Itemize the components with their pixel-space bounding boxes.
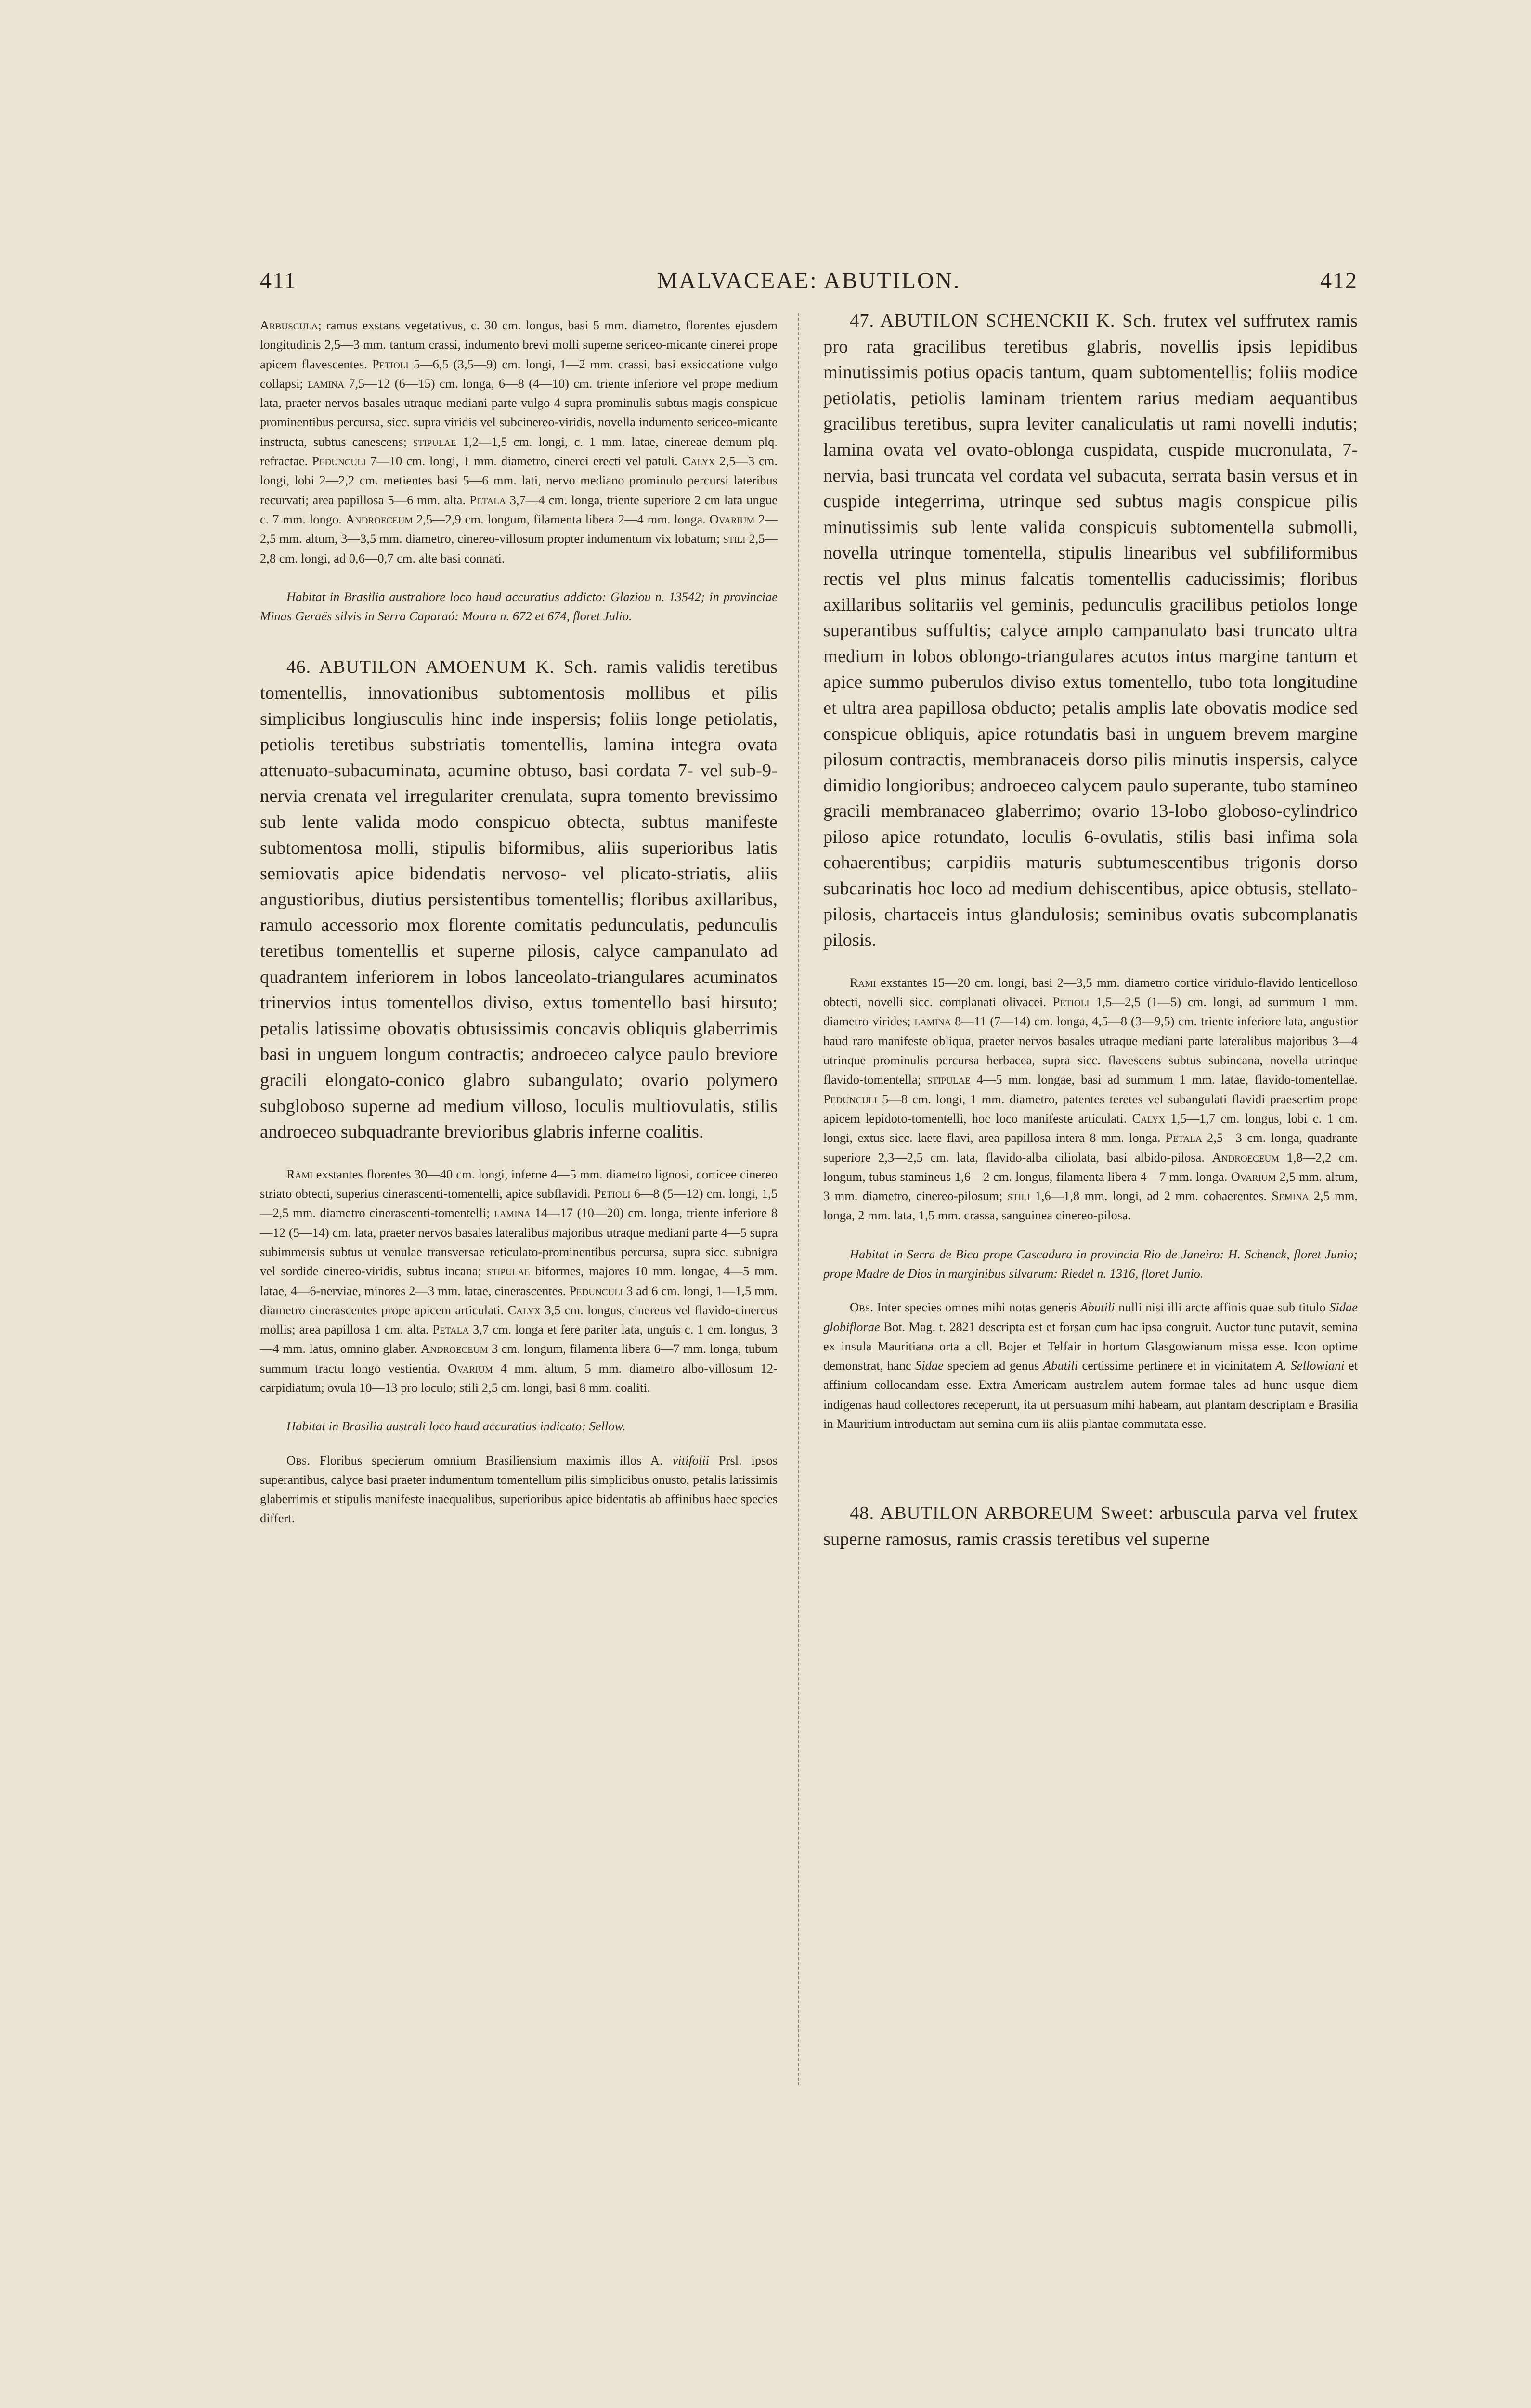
right-column xyxy=(823,308,1358,1553)
sp47-desc-term: Ovarium xyxy=(1231,1169,1276,1184)
sp47-diagnosis-text: frutex vel suffrutex ramis pro rata gracilibus teretibus glabris, novellis ipsis lepidibus minutissimis potius opacis tantum, quam subtomentellis; foliis modice petiolatis, petiolis laminam trientem rarius mediam aequantibus gracilibus teretibus, supra leviter canaliculatis ut rami novelli indutis; lamina ovata vel ovato-oblonga cuspidata, cuspide mucronulata, 7-nervia, basi truncata vel cordata vel subacuta, serrata basin versus et in cuspide integerrima, utrinque sed subtus magis conspicue pilis minutissimis sub lente valida conspicuis subtomentella submolli, novella utrinque tomentella, stipulis linearibus vel subfiliformibus rectis vel plus minus falcatis tomentellis caducissimis; floribus axillaribus solitariis vel geminis, pedunculis gracilibus petiolos longe superantibus suffultis; calyce amplo campanulato basi truncato ultra medium in lobos oblongo-triangulares acutos intus margine tantum et apice summo puberulos diviso extus tomentello, tubo tota longitudine et ultra area papillosa obducto; petalis amplis late obovatis modice sed conspicue obliquis, apice rotundatis basi in unguem brevem margine pilosum contractis, membranaceis dorso pilis minutis inspersis, calyce dimidio longioribus; androeceo calycem paulo superante, tubo stamineo gracili membranaceo glaberrimo; ovario 13-lobo globoso-cylindrico piloso apice rotundato, loculis 6-ovulatis, stilis basi infima sola cohaerentibus; carpidiis maturis subtumescentibus trigonis dorso subcarinatis hoc loco ad medium dehiscentibus, apice obtusis, stellato-pilosis, chartaceis intus glandulosis; seminibus ovatis subcomplanatis pilosis. xyxy=(823,311,1358,951)
sp47-obs-text: Bot. Mag. t. 2821 descripta est et forsan cum hac ipsa congruit. Auctor tunc putavit, semina ex insula Mauritiana orta a cll. Bojer et Telfair in hortum Glasgowianum missa esse. Icon optime demonstrat, hanc xyxy=(823,1319,1358,1373)
sp47-obs-term: Obs. xyxy=(850,1300,874,1315)
sp46-heading: 46. ABUTILON AMOENUM K. Sch. xyxy=(286,657,598,678)
sp47-desc-term: Androeceum xyxy=(1212,1150,1280,1165)
sp45-desc-term: Ovarium xyxy=(709,511,755,526)
sp47-heading: 47. ABUTILON SCHENCKII K. Sch. xyxy=(850,311,1157,331)
sp45-desc-text: 5—6,5 (3,5—9) cm. longi, 1—2 mm. crassi, basi exsiccatione vulgo collapsi; xyxy=(260,356,778,391)
sp47-obs-text: nulli nisi illi arcte affinis quae sub titulo xyxy=(1115,1300,1330,1315)
sp45-desc-text: 2,5—2,8 cm. longi, ad 0,6—0,7 cm. alte basi connati. xyxy=(260,531,778,565)
sp46-diagnosis-text: ramis validis teretibus tomentellis, innovationibus subtomentosis mollibus et pilis simplicibus longiusculis hinc inde inspersis; foliis longe petiolatis, petiolis teretibus substriatis tomentellis, lamina integra ovata attenuato-subacuminata, acumine obtuso, basi cordata 7- vel sub-9-nervia crenata vel irregulariter crenulata, supra tomento brevissimo sub lente valida modo conspicuo obtecta, subtus manifeste subtomentosa molli, stipulis biformibus, aliis superioribus latis semiovatis apice bidendatis nervoso- vel plicato-striatis, aliis angustioribus, diutius persistentibus tomentellis; floribus axillaribus, ramulo accessorio mox florente comitatis pedunculatis, pedunculis teretibus tomentellis et superne pilosis, calyce campanulato ad quadrantem inferiorem in lobos lanceolato-triangulares acuminatos trinervios intus tomentellos diviso, extus tomentello basi hirsuto; petalis latissime obovatis obtusissimis concavis obliquis glaberrimis basi in unguem longum contractis; androeceo calyce paulo breviore gracili elongato-conico glabro subangulato; ovario polymero subgloboso superne ad medium villoso, loculis multiovulatis, stilis androeceo subquadrante brevioribus glabris inferne coalitis. xyxy=(260,657,778,1142)
sp45-desc-text: 7—10 cm. longi, 1 mm. diametro, cinerei erecti vel patuli. xyxy=(366,454,682,469)
sp46-desc-term: Rami xyxy=(286,1166,313,1181)
sp45-desc-term: lamina xyxy=(308,376,345,391)
sp47-desc-term: Rami xyxy=(850,975,876,990)
sp46-desc-text: 3,5 cm. longus, cinereus vel flavido-cinereus mollis; area papillosa 1 cm. alta. xyxy=(260,1302,778,1337)
sp45-desc-term: Petioli xyxy=(372,356,409,371)
sp45-desc-text: 7,5—12 (6—15) cm. longa, 6—8 (4—10) cm. triente inferiore vel prope medium lata, praeter nervos basales utraque mediani parte vulgo 4 supra prominulis subtus magis conspicue prominentibus percursa, sicc. supra viridis vel subcinereo-viridis, novella indumento sericeo-micante instructa, subtus canescens; xyxy=(260,376,778,449)
sp47-desc-text: 8—11 (7—14) cm. longa, 4,5—8 (3—9,5) cm. triente inferiore lata, angustior haud raro manifeste obliqua, praeter nervos basales utraque mediani parte lateralibus majoribus 3—4 utrinque prominulis percursa herbacea, supra sicc. flavescens subtus subincana, novella utrinque flavido-tomentella; xyxy=(823,1014,1358,1087)
page-number-right: 412 xyxy=(1320,268,1358,293)
sp47-desc-text: 1,5—1,7 cm. longus, lobi c. 1 cm. longi, extus sicc. laete flavi, area papillosa intera 8 mm. longa. xyxy=(823,1111,1358,1145)
sp46-desc-term: Ovarium xyxy=(448,1361,493,1375)
sp47-desc-text: 2,5 mm. altum, 3 mm. diametro, cinereo-pilosum; xyxy=(823,1169,1358,1204)
sp46-obs-text: Floribus specierum omnium Brasiliensium maximis illos A. xyxy=(310,1453,673,1467)
sp47-desc-term: Petioli xyxy=(1052,995,1090,1009)
sp46-desc-term: Pedunculi xyxy=(569,1283,623,1298)
sp47-desc-text: 2,5 mm. longa, 2 mm. lata, 1,5 mm. crassa, sanguinea cinereo-pilosa. xyxy=(823,1189,1358,1223)
sp45-desc-term: Calyx xyxy=(682,454,715,469)
sp47-obs-taxon: Abutili xyxy=(1080,1300,1115,1315)
sp47-obs-taxon: Sidae globiflorae xyxy=(823,1300,1358,1334)
sp47-desc-term: Pedunculi xyxy=(823,1091,877,1106)
sp45-desc-term: Pedunculi xyxy=(312,454,366,469)
sp47-obs-taxon: A. Sellowiani xyxy=(1275,1358,1345,1373)
column-divider xyxy=(798,313,799,2085)
sp46-observation xyxy=(260,1451,778,1528)
sp48-diagnosis xyxy=(823,1501,1358,1552)
page-header xyxy=(260,267,1358,296)
sp47-obs-text: et affinium collocandam esse. Extra Americam australem autem formae tales ad hunc usque diem indigenas haud collectores receperunt, ita ut persuasum mihi habeam, aut plantam descriptam e Brasilia in Mauritium introductam aut semina cum iis aliis plantae commutata esse. xyxy=(823,1358,1358,1431)
sp46-desc-text: 3 cm. longum, filamenta libera 6—7 mm. longa, tubum summum tractu longo vestientia. xyxy=(260,1341,778,1375)
sp47-obs-taxon: Sidae xyxy=(915,1358,944,1373)
sp46-obs-taxon: vitifolii xyxy=(672,1453,710,1467)
sp46-desc-term: Petala xyxy=(432,1322,469,1337)
sp45-desc-term: Androeceum xyxy=(345,511,413,526)
sp46-desc-text: 4 mm. altum, 5 mm. diametro albo-villosum 12-carpidiatum; ovula 10—13 pro loculo; stili 2,5 cm. longi, basi 8 mm. coaliti. xyxy=(260,1361,778,1395)
sp46-desc-term: Androeceum xyxy=(420,1341,488,1356)
sp46-desc-term: Calyx xyxy=(507,1302,541,1317)
sp47-desc-term: stili xyxy=(1007,1189,1030,1204)
sp46-obs-term: Obs. xyxy=(286,1453,311,1467)
sp47-description xyxy=(823,973,1358,1225)
sp45-desc-term: stili xyxy=(723,531,746,546)
sp45-desc-text: 2—2,5 mm. altum, 3—3,5 mm. diametro, cinereo-villosum propter indumentum vix lobatum; xyxy=(260,511,778,546)
sp47-observation xyxy=(823,1297,1358,1433)
sp47-desc-term: Semina xyxy=(1272,1189,1309,1204)
sp45-desc-text: 3,7—4 cm. longa, triente superiore 2 cm lata ungue c. 7 mm. longo. xyxy=(260,492,778,526)
sp47-diagnosis xyxy=(823,308,1358,954)
sp45-desc-text: Arbuscula; xyxy=(260,318,326,332)
sp45-habitat: Habitat in Brasilia australiore loco haud accuratius addicto: Glaziou n. 13542; in provinciae Minas Geraës silvis in Serra Caparaó: Moura n. 672 et 674, floret Julio. xyxy=(260,589,778,624)
sp46-desc-text: 3,7 cm. longa et fere pariter lata, unguis c. 1 cm. longus, 3—4 mm. latus, omnino glaber. xyxy=(260,1322,778,1356)
sp47-desc-text: 4—5 mm. longae, basi ad summum 1 mm. latae, flavido-tomentellae. xyxy=(970,1072,1358,1087)
sp47-obs-text: speciem ad genus xyxy=(943,1358,1043,1373)
sp46-desc-text: biformes, majores 10 mm. longae, 4—5 mm. latae, 4—6-nerviae, minores 2—3 mm. latae, cinerascentes. xyxy=(260,1264,778,1298)
sp47-obs-taxon: Abutili xyxy=(1043,1358,1078,1373)
sp46-habitat: Habitat in Brasilia australi loco haud accuratius indicato: Sellow. xyxy=(286,1419,625,1434)
sp46-obs-text: Prsl. ipsos superantibus, calyce basi praeter indumentum tomentellum pilis simplicibus onusto, petalis latissimis glaberrimis et stipulis manifeste inaequalibus, superioribus apice bidentatis ab affinibus haec species differt. xyxy=(260,1453,778,1526)
sp45-desc-term: stipulae xyxy=(413,434,456,449)
running-title: MALVACEAE: ABUTILON. xyxy=(657,268,961,293)
sp47-desc-term: Calyx xyxy=(1132,1111,1166,1125)
sp46-desc-text: exstantes florentes 30—40 cm. longi, inferne 4—5 mm. diametro lignosi, corticee cinereo striato obtecti, superius cinerascenti-tomentelli, apice subflavidi. xyxy=(260,1166,778,1201)
sp45-desc-text: 2,5—3 cm. longi, lobi 2—2,2 cm. metientes basi 5—6 mm. lati, nervo mediano prominulo percursi lateribus recurvati; area papillosa 5—6 mm. alta. xyxy=(260,454,778,507)
sp45-description xyxy=(260,315,778,568)
sp47-desc-text: 2,5—3 cm. longa, quadrante superiore 2,3—2,5 cm. lata, flavido-alba ciliolata, basi albido-pilosa. xyxy=(823,1130,1358,1165)
sp45-desc-text: ramus exstans vegetativus, c. 30 cm. longus, basi 5 mm. diametro, florentes ejusdem longitudinis 2,5—3 mm. tantum crassi, indumento brevi molli superne sericeo-micante cinerei prope apicem flavescentes. xyxy=(260,318,778,371)
sp47-desc-text: 1,5—2,5 (1—5) cm. longi, ad summum 1 mm. diametro virides; xyxy=(823,995,1358,1029)
sp47-desc-text: 1,6—1,8 mm. longi, ad 2 mm. cohaerentes. xyxy=(1030,1189,1272,1204)
page-number-left: 411 xyxy=(260,268,297,293)
sp48-diagnosis-text: : arbuscula parva vel frutex superne ramosus, ramis crassis teretibus vel superne xyxy=(823,1503,1358,1549)
sp47-desc-term: Petala xyxy=(1166,1130,1202,1145)
sp47-desc-term: stipulae xyxy=(927,1072,971,1087)
sp46-diagnosis xyxy=(260,654,778,1145)
sp46-desc-text: 6—8 (5—12) cm. longi, 1,5—2,5 mm. diametro cinerascenti-tomentelli; xyxy=(260,1186,778,1220)
sp46-desc-text: 14—17 (10—20) cm. longa, triente inferiore 8—12 (5—14) cm. lata, praeter nervos basales lateralibus majoribus utraque mediani parte 4—5 supra subimmersis subtus ut venulae transversae reticulato-prominentibus percursa, supra sicc. subnigra vel sordide cinereo-viridis, subtus incana; xyxy=(260,1205,778,1279)
sp48-heading: 48. ABUTILON ARBOREUM Sweet xyxy=(850,1503,1148,1524)
sp45-desc-text: 1,2—1,5 cm. longi, c. 1 mm. latae, cinereae demum plq. refractae. xyxy=(260,434,778,469)
sp46-desc-text: 3 ad 6 cm. longi, 1—1,5 mm. diametro cinerascentes prope apicem articulati. xyxy=(260,1283,778,1317)
sp47-obs-text: Inter species omnes mihi notas generis xyxy=(873,1300,1080,1315)
sp47-desc-text: 1,8—2,2 cm. longum, tubus stamineus 1,6—2 cm. longus, filamenta libera 4—7 mm. longa. xyxy=(823,1150,1358,1184)
sp46-description xyxy=(260,1165,778,1398)
sp47-desc-text: exstantes 15—20 cm. longi, basi 2—3,5 mm. diametro cortice viridulo-flavido lenticelloso obtecti, novelli sicc. complanati olivacei. xyxy=(823,975,1358,1009)
sp47-desc-text: 5—8 cm. longi, 1 mm. diametro, patentes teretes vel subangulati flavidi praesertim prope apicem lepidoto-tomentelli, hoc loco manifeste articulati. xyxy=(823,1091,1358,1125)
sp45-desc-term: Petala xyxy=(469,492,506,507)
sp47-desc-term: lamina xyxy=(914,1014,951,1029)
sp46-desc-term: Petioli xyxy=(594,1186,631,1201)
sp47-habitat: Habitat in Serra de Bica prope Cascadura in provincia Rio de Janeiro: H. Schenck, floret Junio; prope Madre de Dios in marginibus silvarum: Riedel n. 1316, floret Junio. xyxy=(823,1246,1358,1281)
sp46-desc-term: stipulae xyxy=(486,1264,530,1279)
left-column xyxy=(260,315,778,1528)
sp47-obs-text: certissime pertinere et in vicinitatem xyxy=(1078,1358,1276,1373)
sp46-desc-term: lamina xyxy=(493,1205,531,1220)
sp45-desc-text: 2,5—2,9 cm. longum, filamenta libera 2—4 mm. longa. xyxy=(413,511,710,526)
